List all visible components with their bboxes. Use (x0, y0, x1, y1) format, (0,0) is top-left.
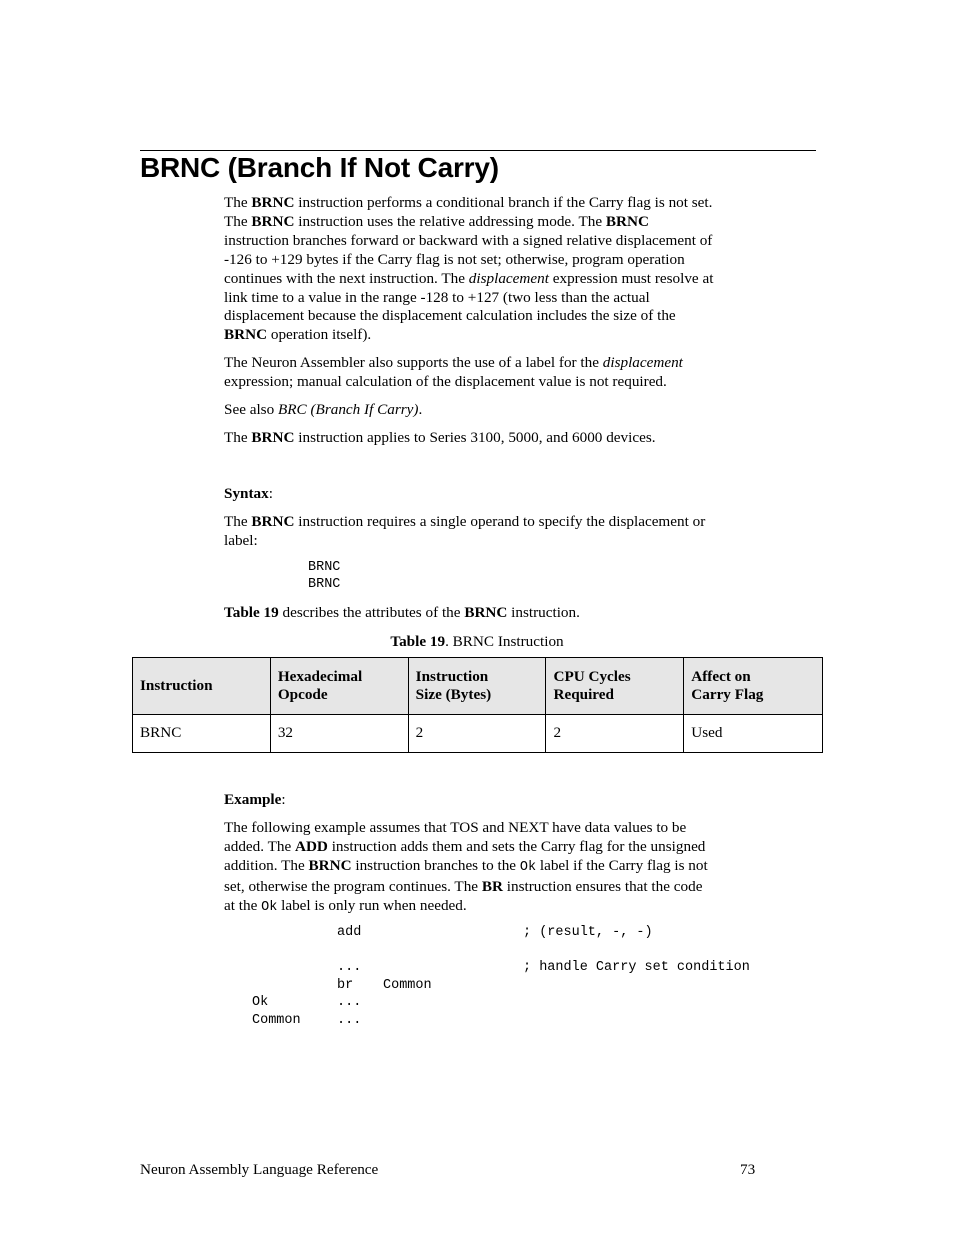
header-opcode: Hexadecimal Opcode (270, 658, 408, 715)
header-carry: Affect on Carry Flag (684, 658, 823, 715)
code-line-5-label: Common (252, 1013, 301, 1028)
code-line-1-comment: ; (result, -, -) (523, 925, 653, 940)
cell-opcode: 32 (270, 715, 408, 753)
table-row (133, 715, 823, 753)
intro-paragraph-2: The Neuron Assembler also supports the use of a label for the displacement expression; manual calculation of the displacement value is not required. (224, 354, 683, 390)
intro-paragraph-1: The BRNC instruction performs a conditional branch if the Carry flag is not set. The BRNC instruction uses the relative addressing mode. The BRNC instruction branches forward or backward with a signed relative displacement of -126 to +129 bytes if the Carry flag is not set; otherwise, program operation continues with the next instruction. The displacement expression must resolve at link time to a value in the range -128 to +127 (two less than the actual displacement because the displacement calculation includes the size of the BRNC operation itself). (224, 194, 714, 344)
page-title: BRNC (Branch If Not Carry) (140, 152, 499, 183)
cell-cycles: 2 (546, 715, 684, 753)
code-line-4-label: Ok (252, 995, 269, 1010)
syntax-code-line-1: BRNC (308, 560, 341, 575)
code-line-2-instruction: ... (337, 960, 362, 975)
instruction-attributes-table (132, 657, 823, 753)
code-line-3-instruction: br (337, 978, 354, 993)
table-header-row (133, 658, 823, 715)
table-caption: Table 19. BRNC Instruction (390, 633, 564, 650)
example-paragraph: The following example assumes that TOS and NEXT have data values to be added. The ADD instruction adds them and sets the Carry flag for the unsigned addition. The BRNC instruction branches to the Ok label if the Carry flag is not set, otherwise the program continues. The BR instruction ensures that the code at the Ok label is only run when needed. (224, 819, 708, 915)
header-size: Instruction Size (Bytes) (408, 658, 546, 715)
header-instruction: Instruction (133, 658, 271, 715)
code-line-3-operand: Common (383, 978, 432, 993)
code-line-5-instruction: ... (337, 1013, 362, 1028)
cell-size: 2 (408, 715, 546, 753)
syntax-paragraph: The BRNC instruction requires a single operand to specify the displacement or label: (224, 513, 706, 549)
table-reference-paragraph: Table 19 describes the attributes of the BRNC instruction. (224, 604, 580, 621)
code-line-2-comment: ; handle Carry set condition (523, 960, 750, 975)
footer-document-title: Neuron Assembly Language Reference (140, 1161, 379, 1178)
header-cycles: CPU Cycles Required (546, 658, 684, 715)
syntax-heading: Syntax: (224, 485, 273, 502)
syntax-code-line-2: BRNC (308, 577, 341, 592)
footer-page-number: 73 (740, 1161, 756, 1178)
cell-carry: Used (684, 715, 823, 753)
see-also-paragraph: See also BRC (Branch If Carry). (224, 401, 423, 418)
example-heading: Example: (224, 791, 286, 808)
code-line-4-instruction: ... (337, 995, 362, 1010)
code-line-1-instruction: add (337, 925, 362, 940)
series-paragraph: The BRNC instruction applies to Series 3100, 5000, and 6000 devices. (224, 429, 656, 446)
cell-instruction: BRNC (133, 715, 271, 753)
